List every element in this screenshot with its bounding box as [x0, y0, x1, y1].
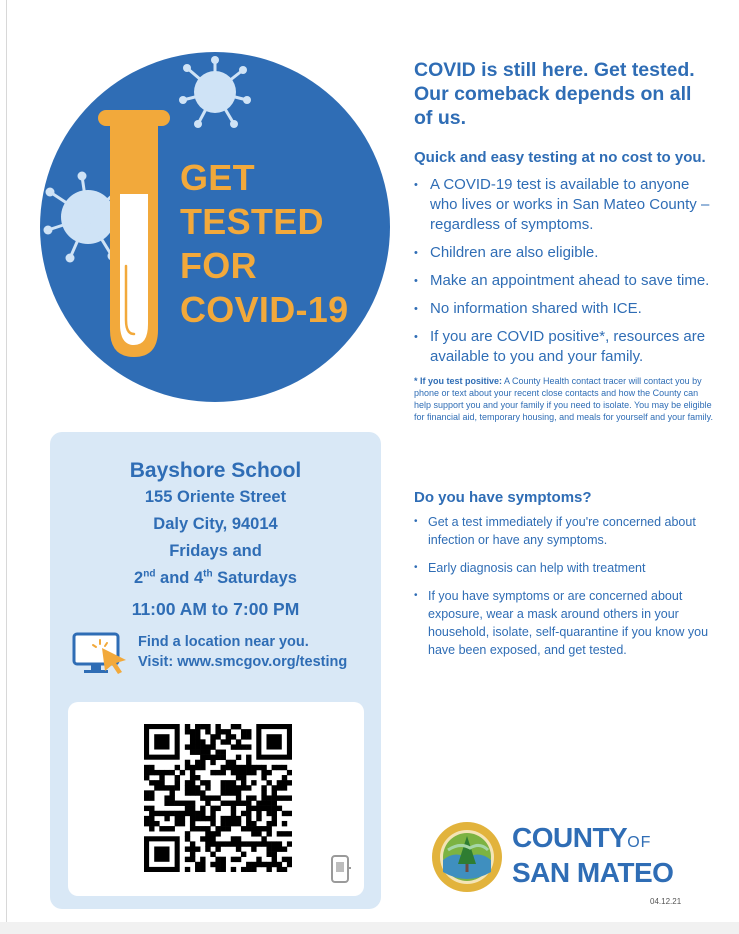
day-number: and 4 — [155, 569, 204, 587]
symptoms-section — [414, 488, 714, 669]
find-text: Find a location near you. — [138, 634, 309, 650]
page-edge — [6, 0, 7, 934]
virus-icon — [179, 56, 251, 128]
testing-bullets — [414, 175, 714, 367]
bottom-band — [0, 922, 739, 934]
footnote — [414, 375, 714, 423]
footnote-text: A County Health contact tracer will contact you by phone or text about your recent close contacts and how the County can help support you and your family if you need to isolate. You may be eligible for financial aid, temporary housing, and meals for yourself and your family. — [414, 376, 713, 422]
county-word: COUNTY — [512, 822, 628, 853]
list-item: • Make an appointment ahead to save time. — [414, 271, 714, 291]
testing-link[interactable]: Visit: www.smcgov.org/testing — [138, 654, 348, 670]
revision-date: 04.12.21 — [650, 897, 682, 906]
hero-line: TESTED — [180, 201, 324, 242]
list-item: • A COVID-19 test is available to anyone who lives or works in San Mateo County – regardless of symptoms. — [414, 175, 714, 235]
county-line-1 — [512, 823, 673, 858]
hero-line: FOR — [180, 245, 257, 286]
school-name: Bayshore School — [129, 459, 302, 482]
headline: COVID is still here. Get tested. Our comeback depends on all of us. — [414, 59, 695, 129]
list-item: • Children are also eligible. — [414, 243, 714, 263]
county-line-2: SAN MATEO — [512, 857, 674, 888]
list-item: • If you are COVID positive*, resources are available to you and your family. — [414, 327, 714, 367]
city-zip: Daly City, 94014 — [153, 515, 278, 533]
county-of: OF — [627, 834, 652, 851]
symptoms-list — [414, 513, 714, 659]
county-logo — [512, 823, 673, 888]
hero-line: GET — [180, 157, 255, 198]
hero-circle — [40, 52, 390, 402]
days-line-2 — [50, 565, 381, 592]
computer-click-icon — [72, 632, 130, 676]
hero-line: COVID-19 — [180, 289, 349, 330]
subheading: Quick and easy testing at no cost to you. — [414, 149, 706, 166]
ordinal-suffix: nd — [143, 568, 156, 580]
footnote-label: * If you test positive: — [414, 376, 503, 386]
list-item: • Early diagnosis can help with treatment — [414, 559, 714, 577]
list-item: • Get a test immediately if you're concerned about infection or have any symptoms. — [414, 513, 714, 549]
symptoms-title: Do you have symptoms? — [414, 489, 592, 506]
day-number: 2 — [134, 569, 144, 587]
location-panel — [50, 432, 381, 909]
ordinal-suffix: th — [203, 568, 213, 580]
location-details — [50, 458, 381, 622]
list-item: • If you have symptoms or are concerned about exposure, wear a mask around others in your household, isolate, self-quarantine if you know you have been exposed, and get tested. — [414, 587, 714, 659]
street-address: 155 Oriente Street — [144, 488, 287, 506]
list-item: • No information shared with ICE. — [414, 299, 714, 319]
phone-scan-icon — [330, 854, 352, 884]
find-location — [138, 632, 347, 672]
hours: 11:00 AM to 7:00 PM — [131, 599, 300, 619]
qr-code[interactable] — [144, 724, 292, 872]
qr-box — [68, 702, 364, 896]
days-line-1: Fridays and — [169, 542, 262, 560]
day-label: Saturdays — [212, 569, 297, 587]
info-column — [414, 58, 714, 423]
county-seal-icon — [430, 820, 504, 894]
hero-title — [180, 156, 348, 332]
